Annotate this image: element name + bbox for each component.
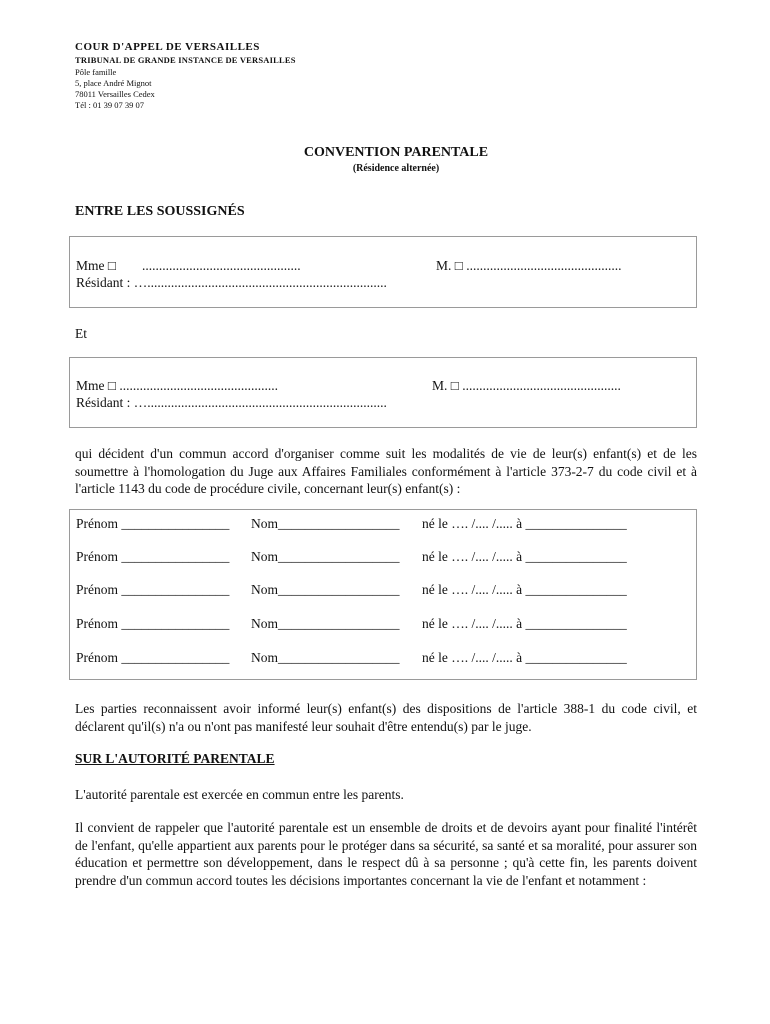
child-2-birth: né le …. /.... /..... à _______________ <box>422 549 627 564</box>
party-1-mme: Mme □ <box>76 258 117 273</box>
party-1-residant: Résidant : …....................................................................... <box>76 275 387 290</box>
party-2-m: M. □ ............................................... <box>432 378 621 393</box>
child-4-birth: né le …. /.... /..... à _______________ <box>422 616 627 631</box>
child-4-nom: Nom__________________ <box>251 616 400 631</box>
document-subtitle: (Résidence alternée) <box>352 163 440 174</box>
authority-paragraph-2: Il convient de rappeler que l'autorité parentale est un ensemble de droits et de devoirs ayant pour finalité l'intérêt de l'enfant, qu'elle appartient aux parents pour le protéger dans sa sécurité, sa santé et sa moralité, pour assurer son éducation et permettre son développement, dans le respect dû à sa personne ; qu'à cette fin, les parents doivent prendre d'un commun accord toutes les décisions importantes concernant la vie de l'enfant et notamment : <box>75 820 697 888</box>
address-line-1: 5, place André Mignot <box>75 78 152 88</box>
court-name: COUR D'APPEL DE VERSAILLES <box>75 41 260 53</box>
pole-name: Pôle famille <box>75 67 117 77</box>
party-1-box <box>69 236 697 308</box>
parties-paragraph: Les parties reconnaissent avoir informé leur(s) enfant(s) des dispositions de l'article 388-1 du code civil, et déclarent qu'il(s) n'a ou n'ont pas manifesté leur souhait d'être entendu(s) par le juge. <box>75 701 697 734</box>
child-1-birth: né le …. /.... /..... à _______________ <box>422 516 627 531</box>
phone-number: Tél : 01 39 07 39 07 <box>75 100 144 110</box>
children-box <box>69 509 697 680</box>
child-2-prenom: Prénom ________________ <box>76 549 230 564</box>
document-title: CONVENTION PARENTALE <box>303 145 489 160</box>
child-1-prenom: Prénom ________________ <box>76 516 230 531</box>
child-3-birth: né le …. /.... /..... à _______________ <box>422 582 627 597</box>
child-5-nom: Nom__________________ <box>251 650 400 665</box>
parties-heading: ENTRE LES SOUSSIGNÉS <box>75 204 245 219</box>
party-1-m: M. □ .............................................. <box>436 258 622 273</box>
party-2-mme: Mme □ ............................................... <box>76 378 279 393</box>
party-2-residant: Résidant : …....................................................................... <box>76 395 387 410</box>
tribunal-name: TRIBUNAL DE GRANDE INSTANCE DE VERSAILLES <box>75 55 296 65</box>
et-separator: Et <box>75 326 87 341</box>
child-3-nom: Nom__________________ <box>251 582 400 597</box>
child-5-prenom: Prénom ________________ <box>76 650 230 665</box>
party-1-mme-dots: ............................................... <box>142 258 301 273</box>
child-2-nom: Nom__________________ <box>251 549 400 564</box>
party-2-box <box>69 357 697 428</box>
authority-paragraph-1: L'autorité parentale est exercée en commun entre les parents. <box>75 787 404 802</box>
address-line-2: 78011 Versailles Cedex <box>75 89 155 99</box>
child-1-nom: Nom__________________ <box>251 516 400 531</box>
child-3-prenom: Prénom ________________ <box>76 582 230 597</box>
intro-paragraph: qui décident d'un commun accord d'organiser comme suit les modalités de vie de leur(s) enfant(s) et de les soumettre à l'homologation du Juge aux Affaires Familiales conformément à l'article 373-2-7 du code civil et à l'article 1143 du code de procédure civile, concernant leur(s) enfant(s) : <box>75 446 697 496</box>
child-4-prenom: Prénom ________________ <box>76 616 230 631</box>
child-5-birth: né le …. /.... /..... à _______________ <box>422 650 627 665</box>
authority-heading: SUR L'AUTORITÉ PARENTALE <box>75 751 275 766</box>
